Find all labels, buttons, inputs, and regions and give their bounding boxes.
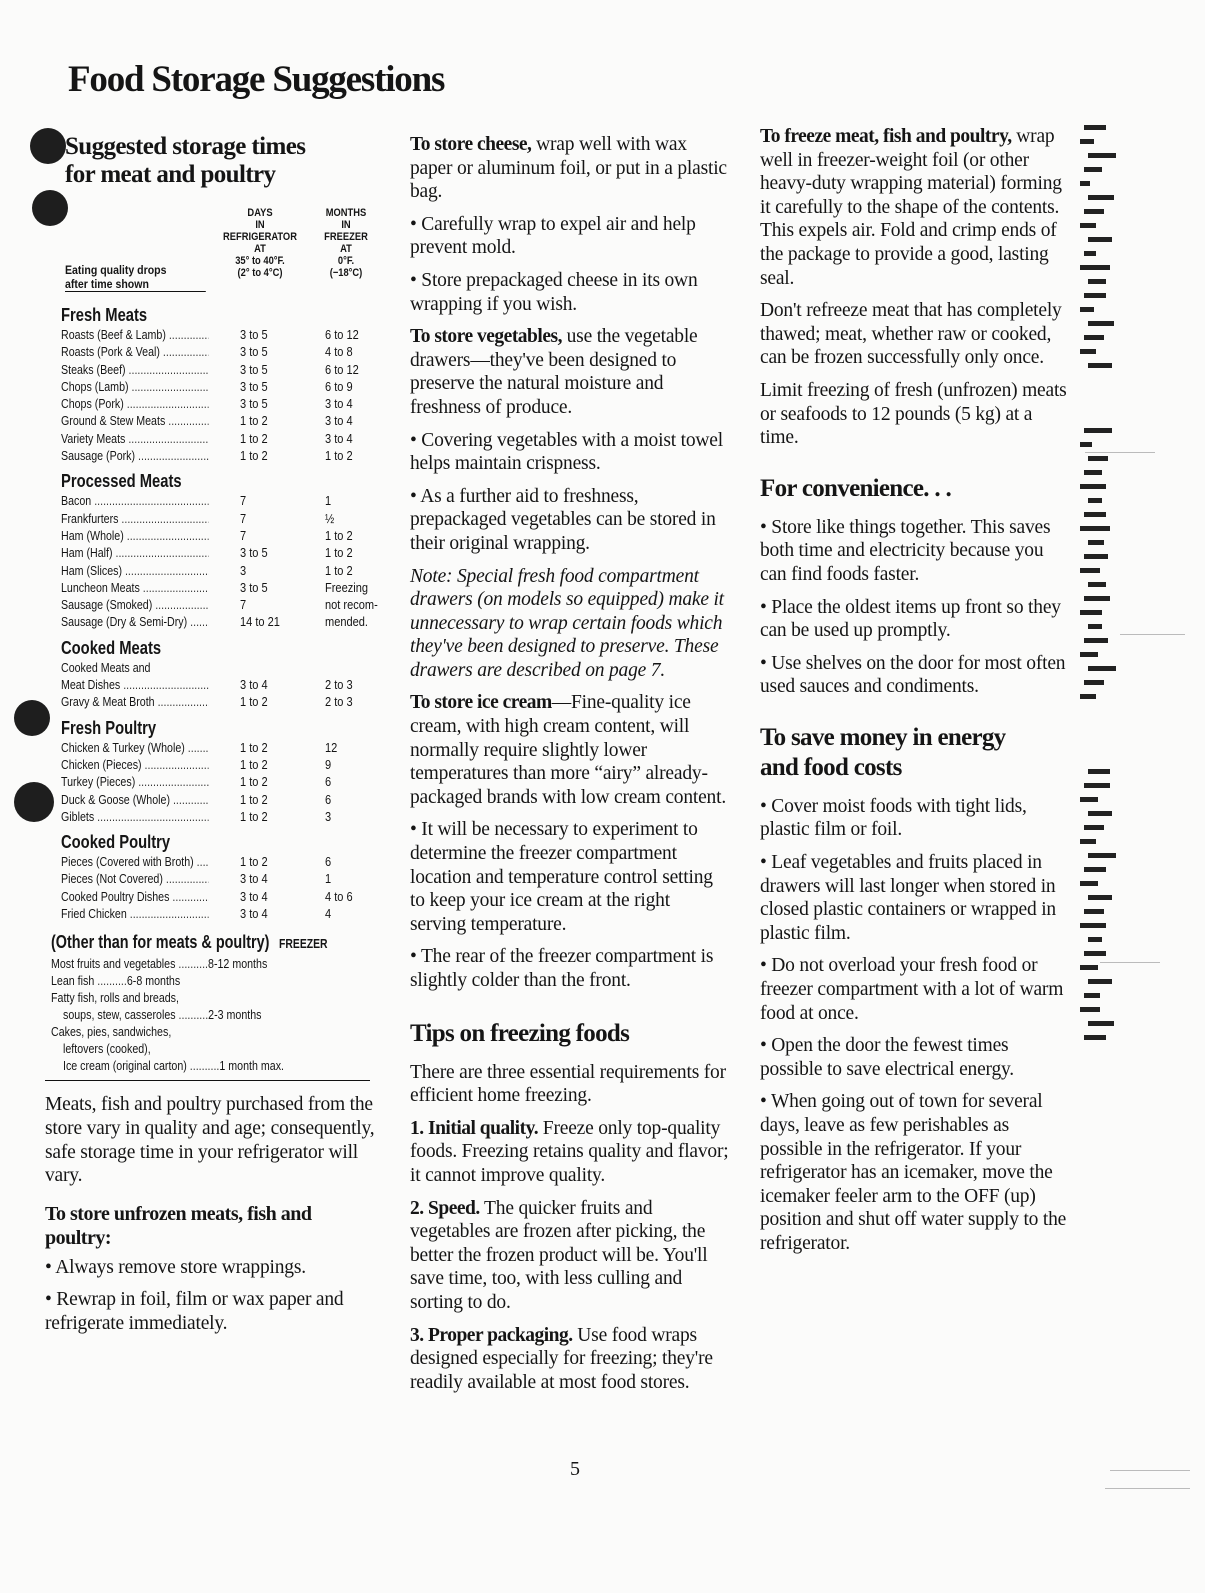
- unfrozen-heading: To store unfrozen meats, fish and poultry:: [45, 1202, 312, 1249]
- refrigerator-days: 3 to 4: [240, 871, 268, 887]
- freezer-months: Freezing: [325, 579, 368, 595]
- storage-times-heading: [65, 133, 375, 189]
- freezer-months: 6: [325, 774, 332, 790]
- edge-line: [1110, 1470, 1190, 1471]
- column-header-line: AT: [254, 243, 266, 255]
- freezer-months: 1 to 2: [325, 527, 353, 543]
- freezer-months: 3: [325, 808, 332, 824]
- table-row: [45, 447, 375, 464]
- scan-mark: [1088, 498, 1102, 503]
- cheese-lead: To store cheese,: [410, 134, 532, 155]
- refrigerator-days: 7: [240, 510, 247, 526]
- storage-group-title: Cooked Meats: [61, 637, 162, 658]
- refrigerator-days: 1 to 2: [240, 854, 268, 870]
- food-name: Fatty fish, rolls and breads,: [51, 990, 179, 1006]
- scan-mark: [1088, 624, 1102, 629]
- food-name: Turkey (Pieces) .....: [61, 773, 209, 790]
- scan-mark: [1080, 181, 1090, 186]
- scan-mark: [1084, 470, 1102, 475]
- save-bullet-2: • Leaf vegetables and fruits placed in drawers will last longer when stored in closed plastic containers or wrapped in plastic film.: [760, 852, 1056, 944]
- scan-mark: [1088, 363, 1112, 368]
- freezer-duration: 6-8 months: [126, 973, 181, 989]
- storage-group-title: Fresh Poultry: [61, 717, 157, 738]
- column-header-line: MONTHS: [325, 207, 367, 219]
- food-name: Sausage (Dry & Semi-Dry) .....: [61, 613, 209, 630]
- scan-mark: [1080, 349, 1096, 354]
- other-foods-heading: [51, 932, 328, 953]
- scan-mark: [1080, 797, 1098, 802]
- food-name: Giblets .....: [61, 808, 209, 825]
- food-name: Cooked Poultry Dishes .....: [61, 888, 209, 905]
- scan-mark: [1088, 853, 1116, 858]
- scan-mark: [1080, 484, 1106, 489]
- eating-quality-note: [65, 263, 206, 292]
- edge-line: [1120, 634, 1185, 635]
- storage-table-header: [45, 203, 375, 298]
- food-name: Roasts (Beef & Lamb) .....: [61, 326, 209, 343]
- edge-line: [1085, 452, 1155, 453]
- convenience-heading: For convenience. . .: [760, 474, 952, 502]
- tip-2-text: The quicker fruits and vegetables are frozen after picking, the better the frozen product will be. You'll save time, too, with less culling and sorting to do.: [410, 1197, 708, 1313]
- edge-line: [1100, 962, 1160, 963]
- food-name: Most fruits and vegetables: [51, 956, 176, 972]
- freezer-months: 1 to 2: [325, 562, 353, 578]
- column-header-line: 0°F.: [337, 255, 355, 267]
- ice-cream-bullet-1: • It will be necessary to experiment to determine the freezer compartment location and temperature control setting to keep your ice cream at the right serving temperature.: [410, 819, 713, 935]
- cheese-paragraph: [410, 133, 730, 204]
- column-header-line: DAYS: [247, 207, 273, 219]
- storage-groups: [45, 304, 378, 922]
- vegetables-text: use the vegetable drawers—they've been designed to preserve the natural moisture and freshness of produce.: [410, 326, 698, 418]
- tips-intro: There are three essential requirements for efficient home freezing.: [410, 1061, 726, 1107]
- ice-cream-bullet-2: • The rear of the freezer compartment is slightly colder than the front.: [410, 946, 714, 991]
- unfrozen-bullet-2: • Rewrap in foil, film or wax paper and refrigerate immediately.: [45, 1289, 344, 1334]
- scan-mark: [1084, 596, 1110, 601]
- list-item: [51, 989, 317, 1006]
- tips-heading: Tips on freezing foods: [410, 1019, 630, 1047]
- refrigerator-days: 3 to 5: [240, 545, 268, 561]
- tip-1-text: Freeze only top-quality foods. Freezing retains quality and flavor; it cannot improve quality.: [410, 1117, 729, 1186]
- freezer-months: 6 to 9: [325, 378, 353, 394]
- list-item: [63, 1057, 319, 1074]
- other-foods-list: [45, 955, 375, 1074]
- table-row: [45, 378, 375, 395]
- scan-mark: [1080, 881, 1098, 886]
- table-row: [45, 739, 375, 756]
- ice-cream-lead: To store ice cream: [410, 692, 552, 714]
- freezer-months: 1 to 2: [325, 545, 353, 561]
- table-row: [45, 395, 375, 412]
- table-row: [45, 791, 375, 808]
- table-row: [45, 808, 375, 825]
- storage-table: [45, 203, 378, 1081]
- table-row: [45, 492, 375, 509]
- scan-mark: [1084, 825, 1104, 830]
- tip-3-text: Use food wraps designed especially for freezing; they're readily available at most food stores.: [410, 1324, 713, 1393]
- food-name: Chops (Pork) .....: [61, 395, 209, 412]
- freezer-months: 4 to 8: [325, 344, 353, 360]
- scan-mark: [1088, 321, 1114, 326]
- scan-mark: [1080, 1007, 1100, 1012]
- scan-mark: [1084, 867, 1106, 872]
- freeze-lead: To freeze meat, fish and poultry,: [760, 126, 1012, 147]
- cheese-vegetables-column: [410, 133, 730, 1403]
- scan-mark: [1088, 153, 1116, 158]
- freezer-months: 1: [325, 871, 332, 887]
- refrigerator-days: 1 to 2: [240, 448, 268, 464]
- freezer-months: ½: [325, 510, 335, 526]
- tip-initial-quality: [410, 1117, 730, 1188]
- food-name: Chicken & Turkey (Whole) .....: [61, 739, 209, 756]
- refrigerator-days: 1 to 2: [240, 808, 268, 824]
- leader-dots: ..........: [186, 1058, 220, 1074]
- scan-mark: [1088, 237, 1112, 242]
- save-bullet-4: • Open the door the fewest times possible to save electrical energy.: [760, 1035, 1014, 1080]
- scan-mark: [1084, 554, 1108, 559]
- refrigerator-days: 3 to 5: [240, 579, 268, 595]
- freezer-months: mended.: [325, 614, 369, 630]
- cheese-bullet-2: • Store prepackaged cheese in its own wrapping if you wish.: [410, 269, 698, 315]
- table-row: [45, 596, 378, 613]
- food-name: Chops (Lamb) .....: [61, 378, 209, 395]
- scan-mark: [1080, 442, 1092, 447]
- column-header-line: IN: [255, 219, 265, 231]
- table-divider: [45, 1080, 370, 1081]
- list-item: [51, 1023, 317, 1040]
- freezer-months: 12: [325, 739, 338, 755]
- refrigerator-days: 1 to 2: [240, 756, 268, 772]
- scan-mark: [1080, 923, 1106, 928]
- food-name: Ice cream (original carton): [63, 1058, 187, 1074]
- scan-mark: [1088, 937, 1102, 942]
- scan-mark: [1084, 951, 1106, 956]
- tip-packaging: [410, 1324, 730, 1395]
- unfrozen-bullet-1: • Always remove store wrappings.: [45, 1256, 306, 1278]
- food-name: Bacon .....: [61, 492, 209, 509]
- heading-line-1: Suggested storage times: [65, 133, 306, 160]
- save-money-heading: [760, 723, 1070, 783]
- scan-mark: [1080, 610, 1102, 615]
- scan-mark: [1088, 1021, 1114, 1026]
- vegetables-bullet-1: • Covering vegetables with a moist towel helps maintain crispness.: [410, 429, 723, 475]
- tip-3-lead: 3. Proper packaging.: [410, 1324, 573, 1346]
- leader-dots: ..........: [175, 1007, 209, 1023]
- food-name: Frankfurters .....: [61, 510, 209, 527]
- scan-mark: [1088, 811, 1112, 816]
- food-name: Sausage (Pork) .....: [61, 447, 209, 464]
- freezer-months: 6 to 12: [325, 361, 359, 377]
- table-row: [45, 430, 375, 447]
- column-header-line: 35° to 40°F.: [235, 255, 285, 267]
- food-name: Sausage (Smoked) .....: [61, 596, 209, 613]
- column-header-line: FREEZER: [324, 231, 368, 243]
- column-header-line: (−18°C): [329, 267, 363, 279]
- scan-mark: [1084, 512, 1106, 517]
- table-row: [45, 562, 375, 579]
- freeze-paragraph: [760, 125, 1070, 290]
- scan-mark: [1084, 783, 1110, 788]
- scan-mark: [1080, 526, 1110, 531]
- convenience-bullet-1: • Store like things together. This saves both time and electricity because you can find foods faster.: [760, 516, 1051, 585]
- refrigerator-days: 3 to 5: [240, 361, 268, 377]
- food-name: Ham (Slices) .....: [61, 562, 209, 579]
- freezer-months: 6: [325, 791, 332, 807]
- tip-1-lead: 1. Initial quality.: [410, 1117, 539, 1139]
- table-row: [45, 412, 375, 429]
- food-name: Steaks (Beef) .....: [61, 361, 209, 378]
- freezer-months: 2 to 3: [325, 694, 353, 710]
- refrigerator-days: 1 to 2: [240, 739, 268, 755]
- scan-mark: [1084, 293, 1106, 298]
- refrigerator-days: 7: [240, 527, 247, 543]
- column-header-line: IN: [341, 219, 351, 231]
- scan-mark: [1088, 895, 1112, 900]
- refrigerator-days: 3 to 4: [240, 906, 268, 922]
- table-row: [45, 613, 375, 630]
- food-name: Chicken (Pieces) .....: [61, 756, 209, 773]
- scan-mark: [1088, 540, 1104, 545]
- table-row: [45, 853, 375, 870]
- freezer-label: FREEZER: [279, 936, 328, 952]
- storage-group-title: Fresh Meats: [61, 305, 148, 325]
- food-name: Duck & Goose (Whole) .....: [61, 791, 209, 808]
- refrigerator-days: 7: [240, 493, 247, 509]
- food-name: Ham (Half) .....: [61, 544, 209, 561]
- freezer-duration: 1 month max.: [219, 1058, 284, 1074]
- table-row: [45, 361, 375, 378]
- table-row: [45, 756, 375, 773]
- freezer-months: 4 to 6: [325, 888, 353, 904]
- scan-mark: [1084, 909, 1104, 914]
- refrigerator-days: 3 to 5: [240, 396, 268, 412]
- food-name: Lean fish: [51, 973, 95, 989]
- refrigerator-days: 1 to 2: [240, 694, 268, 710]
- refrigerator-days: 1 to 2: [240, 791, 268, 807]
- tip-speed: [410, 1197, 730, 1315]
- refreeze-paragraph: Don't refreeze meat that has completely thawed; meat, whether raw or cooked, can be frozen successfully only once.: [760, 300, 1062, 369]
- food-name: Pieces (Not Covered) .....: [61, 870, 209, 887]
- save-bullet-3: • Do not overload your fresh food or freezer compartment with a lot of warm food at once.: [760, 955, 1064, 1024]
- refrigerator-days: 3 to 4: [240, 888, 268, 904]
- storage-group-title: Cooked Poultry: [61, 832, 171, 853]
- table-row: [45, 343, 375, 360]
- scan-mark: [1084, 167, 1102, 172]
- drawer-note: Note: Special fresh food compartment drawers (on models so equipped) make it unnecessary to wrap certain foods which they've been designed to preserve. These drawers are described on page 7.: [410, 565, 724, 681]
- food-name: leftovers (cooked),: [63, 1041, 151, 1057]
- food-name: Roasts (Pork & Veal) .....: [61, 343, 209, 360]
- freeze-text: wrap well in freezer-weight foil (or other heavy-duty wrapping material) forming it carefully to the shape of the contents. This expels air. Fold and crimp ends of the package to provide a good, lasting seal.: [760, 126, 1062, 289]
- food-name: Ground & Stew Meats .....: [61, 412, 209, 429]
- table-row: [45, 870, 375, 887]
- limit-paragraph: Limit freezing of fresh (unfrozen) meats or seafoods to 12 pounds (5 kg) at a time.: [760, 379, 1067, 449]
- scan-mark: [1084, 125, 1106, 130]
- scan-mark: [1088, 666, 1116, 671]
- food-name: Gravy & Meat Broth .....: [61, 693, 209, 710]
- page-title: Food Storage Suggestions: [68, 59, 445, 100]
- scan-mark: [1088, 279, 1106, 284]
- scan-mark: [1080, 223, 1096, 228]
- freezer-months: 2 to 3: [325, 677, 353, 693]
- scan-mark: [1088, 979, 1112, 984]
- food-name: Cakes, pies, sandwiches,: [51, 1024, 172, 1040]
- refrigerator-days: 1 to 2: [240, 430, 268, 446]
- table-row: [45, 326, 375, 343]
- scan-mark: [1084, 428, 1112, 433]
- freezer-months: 3 to 4: [325, 396, 353, 412]
- column-header-line: (2° to 4°C): [237, 267, 283, 279]
- freezer-duration: 2-3 months: [208, 1007, 262, 1023]
- days-column-header: [213, 207, 307, 279]
- list-item: [51, 955, 317, 972]
- refrigerator-days: 1 to 2: [240, 774, 268, 790]
- save-heading-line-2: and food costs: [760, 753, 902, 781]
- margin-scan-marks: [1080, 125, 1140, 1049]
- scan-mark: [1084, 638, 1108, 643]
- leader-dots: ..........: [175, 956, 209, 972]
- table-row: [45, 527, 375, 544]
- freezer-months: 9: [325, 756, 332, 772]
- food-name: Ham (Whole) .....: [61, 527, 209, 544]
- freezer-duration: 8-12 months: [208, 956, 268, 972]
- table-row: [45, 544, 375, 561]
- table-row: [45, 659, 375, 676]
- scan-mark: [1084, 335, 1104, 340]
- scan-mark: [1084, 209, 1104, 214]
- column-header-line: AT: [340, 243, 352, 255]
- food-name: Cooked Meats and: [61, 659, 151, 675]
- ice-cream-paragraph: [410, 691, 730, 809]
- list-item: [63, 1040, 319, 1057]
- scan-mark: [1080, 694, 1096, 699]
- list-item: [63, 1006, 319, 1023]
- scan-mark: [1084, 680, 1104, 685]
- table-row: [45, 905, 375, 922]
- refrigerator-days: 14 to 21: [240, 614, 280, 630]
- vegetables-paragraph: [410, 325, 730, 419]
- food-name: Meat Dishes .....: [61, 676, 209, 693]
- eating-quality-line-2: after time shown: [65, 277, 206, 292]
- scan-mark: [1088, 582, 1106, 587]
- freezer-months: 3 to 4: [325, 413, 353, 429]
- freezer-months: 1 to 2: [325, 448, 353, 464]
- scan-mark: [1080, 568, 1100, 573]
- refrigerator-days: 3 to 5: [240, 344, 268, 360]
- scan-mark: [1080, 652, 1098, 657]
- months-column-header: [308, 207, 385, 279]
- freezer-months: 3 to 4: [325, 430, 353, 446]
- other-foods-title: (Other than for meats & poultry): [51, 932, 270, 953]
- save-bullet-1: • Cover moist foods with tight lids, plastic film or foil.: [760, 795, 1027, 841]
- refrigerator-days: 3 to 5: [240, 327, 268, 342]
- tip-2-lead: 2. Speed.: [410, 1197, 480, 1219]
- scan-mark: [1080, 139, 1094, 144]
- cheese-text: wrap well with wax paper or aluminum foil, or put in a plastic bag.: [410, 134, 727, 203]
- cheese-bullet-1: • Carefully wrap to expel air and help prevent mold.: [410, 213, 696, 259]
- refrigerator-days: 7: [240, 597, 247, 613]
- freezer-months: 1: [325, 493, 332, 509]
- table-row: [45, 773, 375, 790]
- scan-mark: [1088, 769, 1110, 774]
- page-number: 5: [570, 1458, 580, 1480]
- refrigerator-days: 1 to 2: [240, 413, 268, 429]
- scan-mark: [1084, 993, 1100, 998]
- save-heading-line-1: To save money in energy: [760, 723, 1006, 751]
- scan-mark: [1080, 839, 1096, 844]
- heading-line-2: for meat and poultry: [65, 161, 276, 188]
- food-name: soups, stew, casseroles: [63, 1007, 176, 1023]
- ice-cream-text: —Fine-quality ice cream, with high cream content, will normally require slightly lower temperatures than more “airy” already-packaged brands with low cream content.: [410, 692, 726, 808]
- convenience-bullet-2: • Place the oldest items up front so they can be used up promptly.: [760, 596, 1061, 642]
- freezer-months: not recom-: [325, 597, 378, 613]
- scan-mark: [1080, 265, 1110, 270]
- freezer-months: 4: [325, 906, 332, 922]
- table-row: [45, 693, 375, 710]
- storage-times-column: [45, 133, 378, 1344]
- table-row: [45, 510, 375, 527]
- food-name: Luncheon Meats .....: [61, 579, 209, 596]
- storage-group-title: Processed Meats: [61, 471, 182, 492]
- table-row: [45, 676, 375, 693]
- scan-mark: [1084, 251, 1096, 256]
- column-header-line: REFRIGERATOR: [223, 231, 297, 243]
- scan-mark: [1084, 1035, 1106, 1040]
- refrigerator-days: 3 to 4: [240, 677, 268, 693]
- meats-quality-paragraph: Meats, fish and poultry purchased from the store vary in quality and age; consequently, safe storage time in your refrigerator will vary.: [45, 1094, 375, 1187]
- refrigerator-days: 3 to 5: [240, 378, 268, 394]
- scan-mark: [1080, 307, 1094, 312]
- food-name: Pieces (Covered with Broth) .....: [61, 853, 209, 870]
- refrigerator-days: 3: [240, 562, 247, 578]
- scan-mark: [1080, 965, 1098, 970]
- food-name: Fried Chicken .....: [61, 905, 209, 922]
- freezer-months: 6: [325, 854, 332, 870]
- vegetables-lead: To store vegetables,: [410, 326, 562, 348]
- scan-mark: [1088, 456, 1108, 461]
- freezer-months: 6 to 12: [325, 327, 359, 342]
- food-name: Variety Meats .....: [61, 430, 209, 447]
- edge-line: [1105, 1488, 1190, 1489]
- table-row: [45, 888, 375, 905]
- table-row: [45, 579, 375, 596]
- leader-dots: ..........: [94, 973, 127, 989]
- list-item: [51, 972, 317, 989]
- scan-mark: [1088, 195, 1114, 200]
- convenience-bullet-3: • Use shelves on the door for most often used sauces and condiments.: [760, 652, 1066, 698]
- save-bullet-5: • When going out of town for several days, leave as few perishables as possible in the refrigerator. If your refrigerator has an icemaker, move the icemaker feeler arm to the OFF (up) position and shut off water supply to the refrigerator.: [760, 1091, 1067, 1254]
- vegetables-bullet-2: • As a further aid to freshness, prepackaged vegetables can be stored in their original wrapping.: [410, 485, 716, 554]
- freezing-tips-column: [760, 125, 1070, 1265]
- eating-quality-line-1: Eating quality drops: [65, 263, 167, 277]
